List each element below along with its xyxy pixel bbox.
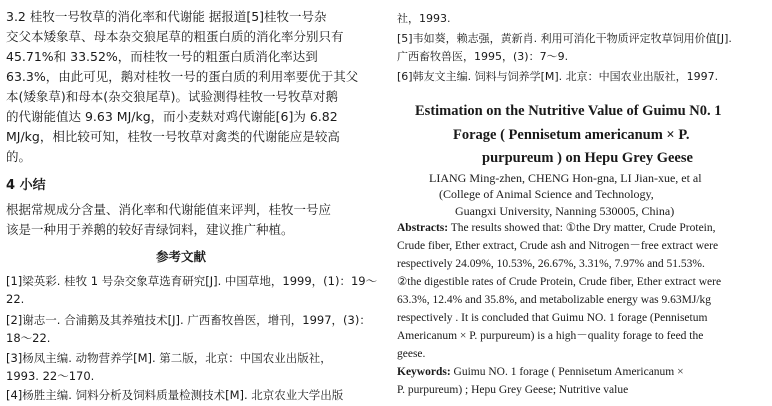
summary-line: 该是一种用于养鹅的较好青绿饲料，建议推广种植。: [6, 222, 294, 237]
affiliation-line: Guangxi University, Nanning 530005, China): [455, 204, 675, 218]
para-3-2-line: 交父本矮象草、母本杂交狼尾草的粗蛋白质的消化率分别只有: [6, 29, 344, 44]
section-4-heading: 4 小结: [6, 178, 46, 193]
abstract-line: geese.: [397, 348, 426, 360]
reference-item: [6]韩友文主编. 饲料与饲养学[M]. 北京：中国农业出版社，1997.: [397, 70, 719, 83]
keywords-text: Guimu NO. 1 forage ( Pennisetum Americanum ×: [453, 366, 684, 378]
reference-item: [4]杨胜主编. 饲料分析及饲料质量检测技术[M]. 北京农业大学出版: [6, 388, 344, 402]
abstract-line: 63.3%, 12.4% and 35.8%, and metabolizable energy was 9.63MJ/kg: [397, 294, 712, 306]
abstract-line: Crude fiber, Ether extract, Crude ash and Nitrogen－free extract were: [397, 240, 719, 252]
para-3-2-line: 的。: [6, 149, 32, 164]
abstract-line: ②the digestible rates of Crude Protein, Crude fiber, Ether extract were: [397, 276, 722, 288]
references-heading: 参考文献: [156, 249, 207, 264]
reference-item: 22.: [6, 292, 25, 306]
para-3-2-line: 3.2 桂牧一号牧草的消化率和代谢能 据报道[5]桂牧一号杂: [6, 9, 327, 24]
reference-item: [1]梁英彩. 桂牧 1 号杂交象草选育研究[J]. 中国草地，1999，(1)：19～: [6, 274, 378, 288]
abstract-line: respectively 24.09%, 10.53%, 26.67%, 3.31%, 7.97% and 51.53%.: [397, 258, 705, 270]
para-3-2-line: MJ/kg，相比较可知，桂牧一号牧草对禽类的代谢能应是较高: [6, 129, 340, 144]
reference-item: [3]杨凤主编. 动物营养学[M]. 第二版，北京：中国农业出版社，: [6, 351, 332, 365]
reference-item: [5]韦如葵，赖志强，黄新肖. 利用可消化干物质评定牧草饲用价值[J].: [397, 32, 732, 45]
abstract-text: The results showed that: ①the Dry matter, Crude Protein,: [450, 222, 716, 234]
affiliation-line: (College of Animal Science and Technology,: [439, 187, 654, 201]
abstract-first-line: [397, 221, 716, 236]
reference-item: 1993. 22～170.: [6, 369, 95, 383]
para-3-2-line: 本(矮象草)和母本(杂交狼尾草)。试验测得桂牧一号牧草对鹅: [6, 89, 339, 104]
abstract-line: respectively . It is concluded that Guimu NO. 1 forage (Pennisetum: [397, 312, 708, 324]
reference-item: 18～22.: [6, 331, 51, 345]
keywords-first-line: [397, 365, 684, 380]
keywords-label: Keywords:: [397, 366, 451, 378]
abstract-line: Americanum × P. purpureum) is a high－quality forage to feed the: [397, 330, 704, 342]
english-title-line: Forage ( Pennisetum americanum × P.: [453, 127, 690, 143]
abstract-label: Abstracts:: [397, 222, 449, 234]
english-title-line: Estimation on the Nutritive Value of Guimu N0. 1: [415, 103, 722, 119]
reference-item: 社，1993.: [397, 12, 451, 25]
keywords-line: P. purpureum) ; Hepu Grey Geese; Nutritive value: [397, 384, 629, 396]
summary-line: 根据常规成分含量、消化率和代谢能值来评判，桂牧一号应: [6, 202, 332, 217]
para-3-2-line: 63.3%，由此可见，鹅对桂牧一号的蛋白质的利用率要优于其父: [6, 69, 359, 84]
para-3-2-line: 的代谢能值达 9.63 MJ/kg，而小麦麸对鸡代谢能[6]为 6.82: [6, 109, 338, 124]
authors: LIANG Ming-zhen, CHENG Hon-gna, LI Jian-xue, et al: [429, 171, 702, 185]
para-3-2-line: 45.71%和 33.52%，而桂牧一号的粗蛋白质消化率达到: [6, 49, 318, 64]
reference-item: [2]谢志一. 合浦鹅及其养殖技术[J]. 广西畜牧兽医，增刊，1997，(3)：: [6, 313, 371, 327]
reference-item: 广西畜牧兽医，1995，(3)：7～9.: [397, 50, 569, 63]
english-title-line: purpureum ) on Hepu Grey Geese: [482, 150, 693, 166]
